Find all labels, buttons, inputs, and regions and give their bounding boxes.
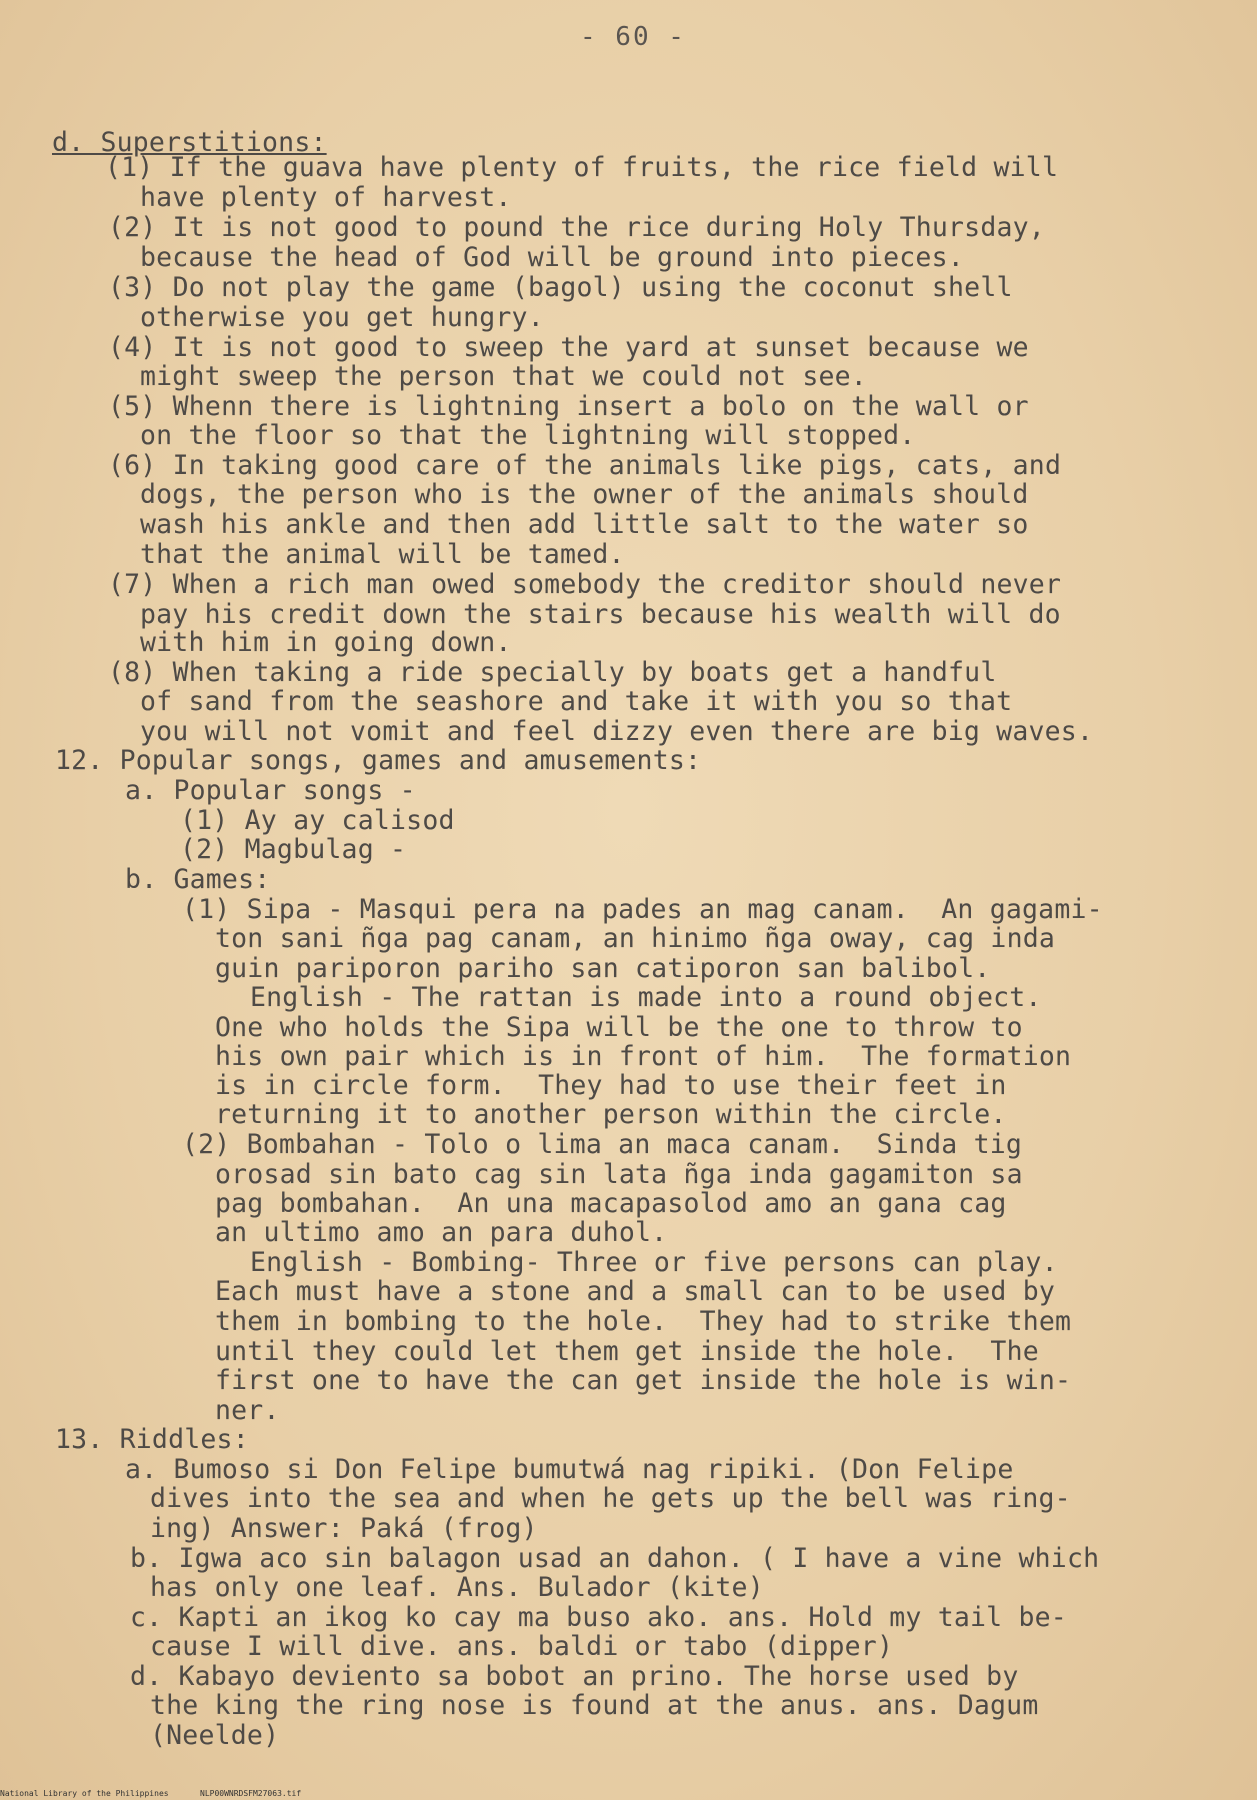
text-line: ner. — [215, 1395, 280, 1426]
text-line: (7) When a rich man owed somebody the creditor should never — [108, 569, 1062, 600]
text-line: (4) It is not good to sweep the yard at sunset because we — [108, 332, 1029, 363]
text-line: (2) Bombahan - Tolo o lima an maca canam. Sinda tig — [182, 1129, 1023, 1160]
text-line: (2) It is not good to pound the rice during Holy Thursday, — [108, 212, 1045, 243]
text-line: (6) In taking good care of the animals like pigs, cats, and — [108, 450, 1062, 481]
text-line: first one to have the can get inside the hole is win- — [215, 1365, 1072, 1396]
text-line: is in circle form. They had to use their feet in — [215, 1070, 1007, 1101]
text-line: a. Popular songs - — [125, 775, 416, 806]
text-line: might sweep the person that we could not see. — [140, 361, 867, 392]
text-line: English - Bombing- Three or five persons can play. — [250, 1247, 1058, 1278]
text-line: dogs, the person who is the owner of the animals should — [140, 479, 1029, 510]
text-line: the king the ring nose is found at the anus. ans. Dagum — [150, 1690, 1039, 1721]
text-line: that the animal will be tamed. — [140, 539, 625, 570]
text-line: cause I will dive. ans. baldi or tabo (dipper) — [150, 1631, 894, 1662]
text-line: (8) When taking a ride specially by boats get a handful — [108, 657, 997, 688]
text-line: 12. Popular songs, games and amusements: — [55, 745, 702, 776]
text-line: until they could let them get inside the hole. The — [215, 1336, 1039, 1367]
text-line: them in bombing to the hole. They had to strike them — [215, 1306, 1072, 1337]
text-line: (Neelde) — [150, 1720, 280, 1751]
text-line: d. Superstitions: — [52, 127, 327, 158]
text-line: ton sani ñga pag canam, an hinimo ñga oway, cag inda — [215, 923, 1056, 954]
text-line: dives into the sea and when he gets up the bell was ring- — [150, 1483, 1071, 1514]
text-line: Each must have a stone and a small can to be used by — [215, 1276, 1056, 1307]
page-number: - 60 - — [580, 22, 686, 52]
text-line: wash his ankle and then add little salt to the water so — [140, 509, 1029, 540]
text-line: otherwise you get hungry. — [140, 302, 544, 333]
text-line: returning it to another person within the circle. — [215, 1099, 1007, 1130]
text-line: because the head of God will be ground into pieces. — [140, 242, 964, 273]
footer-library: National Library of the Philippines — [0, 1789, 169, 1798]
text-line: One who holds the Sipa will be the one to throw to — [215, 1012, 1023, 1043]
text-line: (1) Ay ay calisod — [180, 805, 455, 836]
text-line: English - The rattan is made into a round object. — [250, 982, 1042, 1013]
text-line: d. Kabayo deviento sa bobot an prino. The horse used by — [130, 1661, 1019, 1692]
text-line: ing) Answer: Paká (frog) — [150, 1513, 538, 1544]
text-line: of sand from the seashore and take it with you so that — [140, 686, 1013, 717]
text-line: an ultimo amo an para duhol. — [215, 1217, 668, 1248]
text-line: pay his credit down the stairs because his wealth will do — [140, 599, 1061, 630]
text-line: b. Games: — [125, 864, 271, 895]
text-line: pag bombahan. An una macapasolod amo an gana cag — [215, 1188, 1007, 1219]
text-line: has only one leaf. Ans. Bulador (kite) — [150, 1572, 764, 1603]
text-line: with him in going down. — [140, 627, 512, 658]
text-line: b. Igwa aco sin balagon usad an dahon. ( I have a vine which — [130, 1543, 1100, 1574]
text-line: guin pariporon pariho san catiporon san balibol. — [215, 953, 991, 984]
text-line: 13. Riddles: — [55, 1424, 249, 1455]
text-line: orosad sin bato cag sin lata ñga inda gagamiton sa — [215, 1159, 1023, 1190]
text-line: have plenty of harvest. — [140, 182, 512, 213]
text-line: (2) Magbulag - — [180, 834, 407, 865]
text-line: (5) Whenn there is lightning insert a bolo on the wall or — [108, 391, 1029, 422]
text-line: (1) Sipa - Masqui pera na pades an mag canam. An gagami- — [182, 894, 1103, 925]
text-line: you will not vomit and feel dizzy even there are big waves. — [140, 716, 1094, 747]
text-line: (3) Do not play the game (bagol) using the coconut shell — [108, 272, 1013, 303]
text-line: on the floor so that the lightning will stopped. — [140, 420, 916, 451]
text-line: (1) If the guava have plenty of fruits, the rice field will — [105, 152, 1059, 183]
text-line: his own pair which is in front of him. The formation — [215, 1041, 1072, 1072]
text-line: c. Kapti an ikog ko cay ma buso ako. ans. Hold my tail be- — [130, 1602, 1067, 1633]
footer-filename: NLP00WNRDSFM27063.tif — [200, 1789, 302, 1798]
text-line: a. Bumoso si Don Felipe bumutwá nag ripiki. (Don Felipe — [125, 1454, 1014, 1485]
